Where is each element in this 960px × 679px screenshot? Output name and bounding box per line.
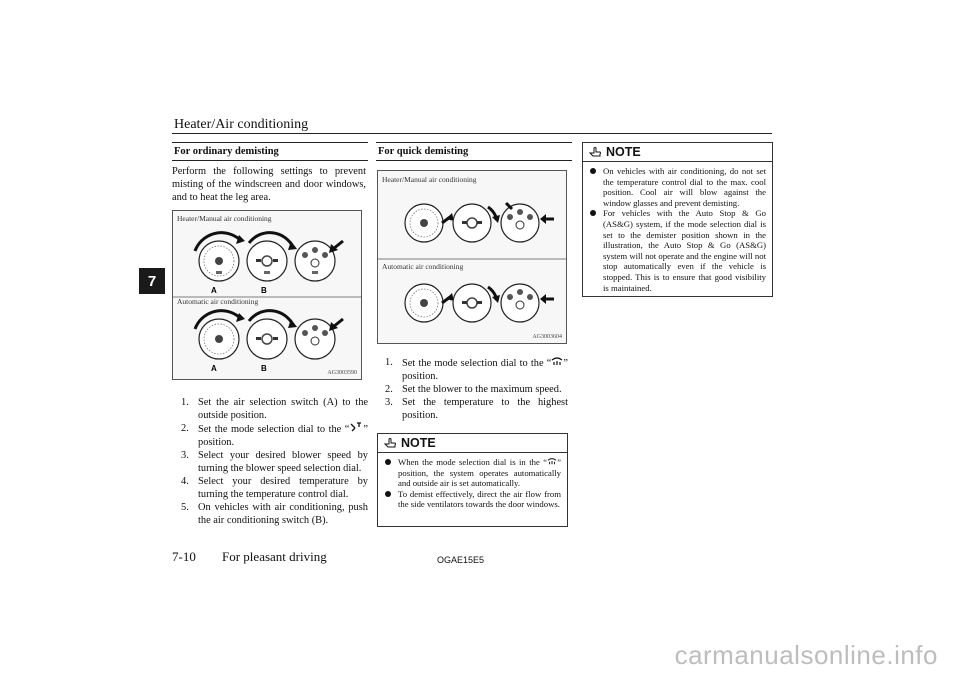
- callout-b-bottom: B: [261, 364, 267, 373]
- note-item: On vehicles with air conditioning, do not set the temperature control dial to the max. cool position. Cool air will blow against the window glasses and prevent demisting.: [583, 166, 772, 208]
- mode-dial-icon: [295, 241, 335, 281]
- header-rule: [172, 133, 772, 134]
- windscreen-demist-icon: [551, 356, 563, 366]
- chapter-tab: 7: [139, 268, 165, 294]
- fan-dial-icon: [199, 241, 239, 281]
- bullet-icon: [385, 459, 391, 465]
- mode-dial-icon: [501, 204, 539, 242]
- step-item: 1. Set the mode selection dial to the “ ” position.: [385, 357, 568, 382]
- bullet-icon: [385, 491, 391, 497]
- steps-quick: [376, 356, 568, 422]
- control-dials-illustration: [378, 171, 566, 343]
- mode-dial-icon: [501, 284, 539, 322]
- temperature-dial-icon: [453, 284, 491, 322]
- callout-b-top: B: [261, 286, 267, 295]
- figure-quick-demisting: [377, 170, 567, 344]
- step-item: 3. Select your desired blower speed by turning the blower speed selection dial.: [181, 450, 368, 474]
- column-quick-demisting: [376, 142, 572, 161]
- note-box-quick: [377, 433, 568, 527]
- control-dials-illustration: [173, 211, 361, 379]
- section-heading: For quick demisting: [376, 142, 572, 161]
- note-item: For vehicles with the Auto Stop & Go (AS&G) system, if the mode selection dial is set to the demister position shown in the illustration, the Auto Stop & Go (AS&G) system will not operate and the engine will not stop automatically even if the vehicle is stopped. This is to ensure that good visibility is maintained.: [583, 208, 772, 293]
- step-item: 2. Set the blower to the maximum speed.: [385, 384, 562, 395]
- windscreen-demist-icon: [547, 457, 557, 465]
- step-item: 5. On vehicles with air conditioning, push the air conditioning switch (B).: [181, 502, 368, 526]
- step-item: 1. Set the air selection switch (A) to the outside position.: [181, 397, 368, 421]
- temperature-dial-icon: [247, 241, 287, 281]
- page-number: 7-10: [172, 549, 196, 564]
- hand-pointer-icon: [384, 437, 397, 449]
- intro-paragraph: Perform the following settings to prevent misting of the windscreen and door windows, and to heat the leg area.: [172, 166, 366, 203]
- bullet-icon: [590, 168, 596, 174]
- footer-doc-code: OGAE15E5: [437, 555, 485, 565]
- temperature-dial-icon: [247, 319, 287, 359]
- fan-dial-icon: [199, 319, 239, 359]
- figure-label-manual: Heater/Manual air conditioning: [177, 214, 272, 223]
- note-heading: NOTE: [583, 143, 772, 162]
- temperature-dial-icon: [453, 204, 491, 242]
- section-heading: For ordinary demisting: [172, 142, 368, 161]
- figure-code: AG3003590: [327, 370, 357, 376]
- note-item: When the mode selection dial is in the “ ” position, the system operates automatically and outside air is set automatically.: [378, 457, 567, 489]
- steps-ordinary: [172, 396, 368, 527]
- watermark: carmanualsonline.info: [674, 640, 938, 670]
- figure-ordinary-demisting: [172, 210, 362, 380]
- mode-dial-icon: [295, 319, 335, 359]
- figure-code: AG3003604: [532, 334, 562, 340]
- hand-pointer-icon: [589, 146, 602, 158]
- note-item: To demist effectively, direct the air flow from the side ventilators towards the door windows.: [378, 489, 567, 510]
- foot-windscreen-mode-icon: [349, 422, 363, 432]
- figure-label-manual: Heater/Manual air conditioning: [382, 175, 477, 184]
- page-header-title: Heater/Air conditioning: [174, 117, 309, 132]
- fan-dial-icon: [405, 284, 443, 322]
- callout-a-bottom: A: [211, 364, 217, 373]
- step-item: 2. Set the mode selection dial to the “ ” position.: [181, 423, 368, 448]
- callout-a-top: A: [211, 286, 217, 295]
- bullet-icon: [590, 210, 596, 216]
- note-box-general: [582, 142, 773, 297]
- column-ordinary-demisting: [172, 142, 368, 204]
- fan-dial-icon: [405, 204, 443, 242]
- footer-section-title: For pleasant driving: [222, 549, 327, 564]
- step-item: 3. Set the temperature to the highest position.: [385, 397, 568, 421]
- figure-label-auto: Automatic air conditioning: [177, 297, 259, 306]
- figure-label-auto: Automatic air conditioning: [382, 262, 464, 271]
- step-item: 4. Select your desired temperature by turning the temperature control dial.: [181, 476, 368, 500]
- note-heading: NOTE: [378, 434, 567, 453]
